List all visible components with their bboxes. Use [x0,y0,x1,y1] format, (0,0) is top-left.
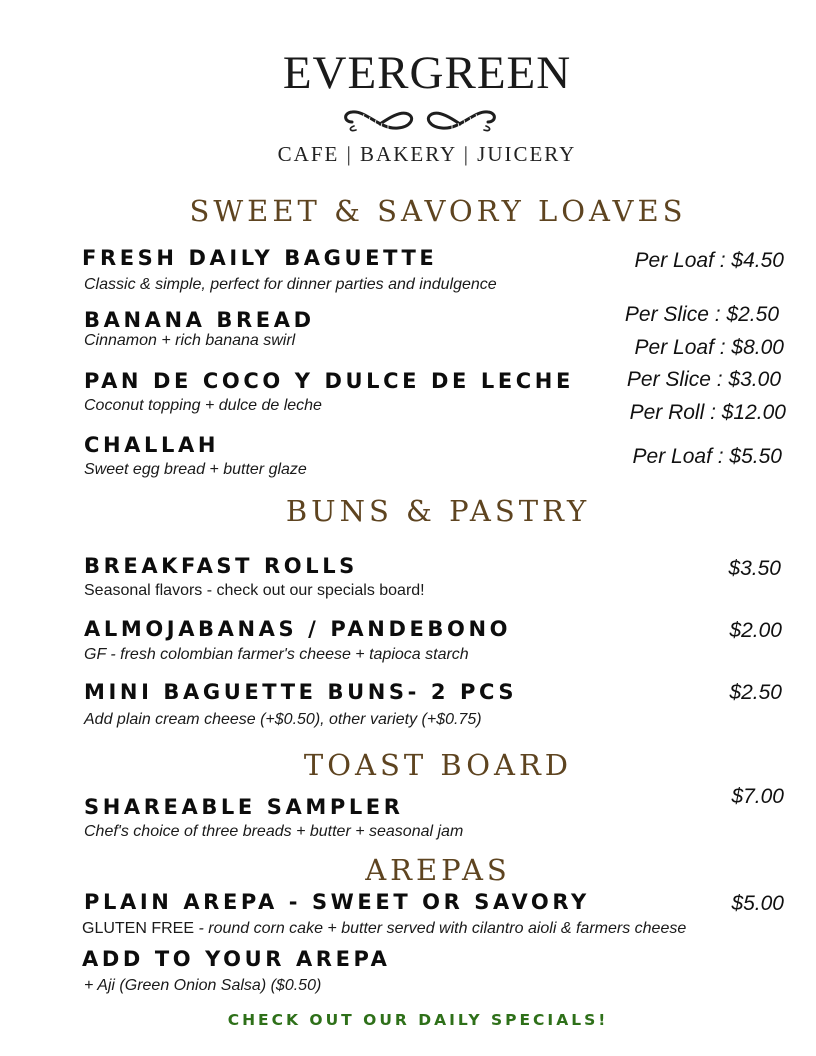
item-name-breakfast-rolls: BREAKFAST ROLLS [84,554,358,578]
flourish-ornament-icon [340,106,500,134]
section-heading-buns-pastry: BUNS & PASTRY [285,494,591,528]
item-price-mini-baguette-buns: $2.50 [729,681,782,704]
item-price-plain-arepa: $5.00 [731,892,784,915]
item-desc-challah: Sweet egg bread + butter glaze [84,461,307,478]
item-desc-shareable-sampler: Chef's choice of three breads + butter + seasonal jam [84,823,464,840]
section-heading-arepas: AREPAS [365,853,511,887]
item-desc-pan-de-coco: Coconut topping + dulce de leche [84,397,322,414]
item-name-challah: CHALLAH [84,433,220,457]
item-desc-banana-bread: Cinnamon + rich banana swirl [84,332,296,349]
item-name-almojabanas-pandebono: ALMOJABANAS / PANDEBONO [84,617,512,641]
item-price-banana-bread-loaf: Per Loaf : $8.00 [634,336,784,359]
item-name-banana-bread: BANANA BREAD [84,308,315,332]
item-price-banana-bread-slice: Per Slice : $2.50 [624,303,779,326]
item-name-shareable-sampler: SHAREABLE SAMPLER [84,795,404,819]
item-desc-plain-arepa-text: - round corn cake + butter served with cilantro aioli & farmers cheese [194,920,687,937]
item-name-pan-de-coco: PAN DE COCO Y DULCE DE LECHE [84,369,574,393]
brand-subtitle: CAFE | BAKERY | JUICERY [277,142,577,166]
item-price-almojabanas-pandebono: $2.00 [729,619,782,642]
item-desc-mini-baguette-buns: Add plain cream cheese (+$0.50), other variety (+$0.75) [84,711,482,728]
item-desc-fresh-daily-baguette: Classic & simple, perfect for dinner parties and indulgence [84,276,497,293]
item-desc-breakfast-rolls: Seasonal flavors - check out our specials board! [84,582,425,599]
gluten-free-label: GLUTEN FREE [82,920,195,937]
item-name-fresh-daily-baguette: FRESH DAILY BAGUETTE [82,246,438,270]
section-heading-loaves: SWEET & SAVORY LOAVES [189,194,687,228]
item-desc-almojabanas-pandebono: GF - fresh colombian farmer's cheese + tapioca starch [84,646,469,663]
item-desc-add-to-your-arepa: + Aji (Green Onion Salsa) ($0.50) [84,977,322,994]
brand-logo-title: EVERGREEN [282,47,572,99]
item-price-breakfast-rolls: $3.50 [728,557,781,580]
item-desc-plain-arepa [82,921,686,937]
section-heading-toast-board: TOAST BOARD [303,748,573,782]
item-price-pan-de-coco-slice: Per Slice : $3.00 [626,368,781,391]
item-name-add-to-your-arepa: ADD TO YOUR AREPA [82,947,391,971]
item-name-mini-baguette-buns: MINI BAGUETTE BUNS- 2 PCS [84,680,518,704]
item-price-challah-loaf: Per Loaf : $5.50 [632,445,782,468]
item-price-pan-de-coco-roll: Per Roll : $12.00 [629,401,786,424]
item-price-fresh-daily-baguette-loaf: Per Loaf : $4.50 [634,249,784,272]
daily-specials-callout: CHECK OUT OUR DAILY SPECIALS! [227,1011,609,1029]
item-price-shareable-sampler: $7.00 [731,785,784,808]
item-name-plain-arepa: PLAIN AREPA - SWEET OR SAVORY [84,890,590,914]
